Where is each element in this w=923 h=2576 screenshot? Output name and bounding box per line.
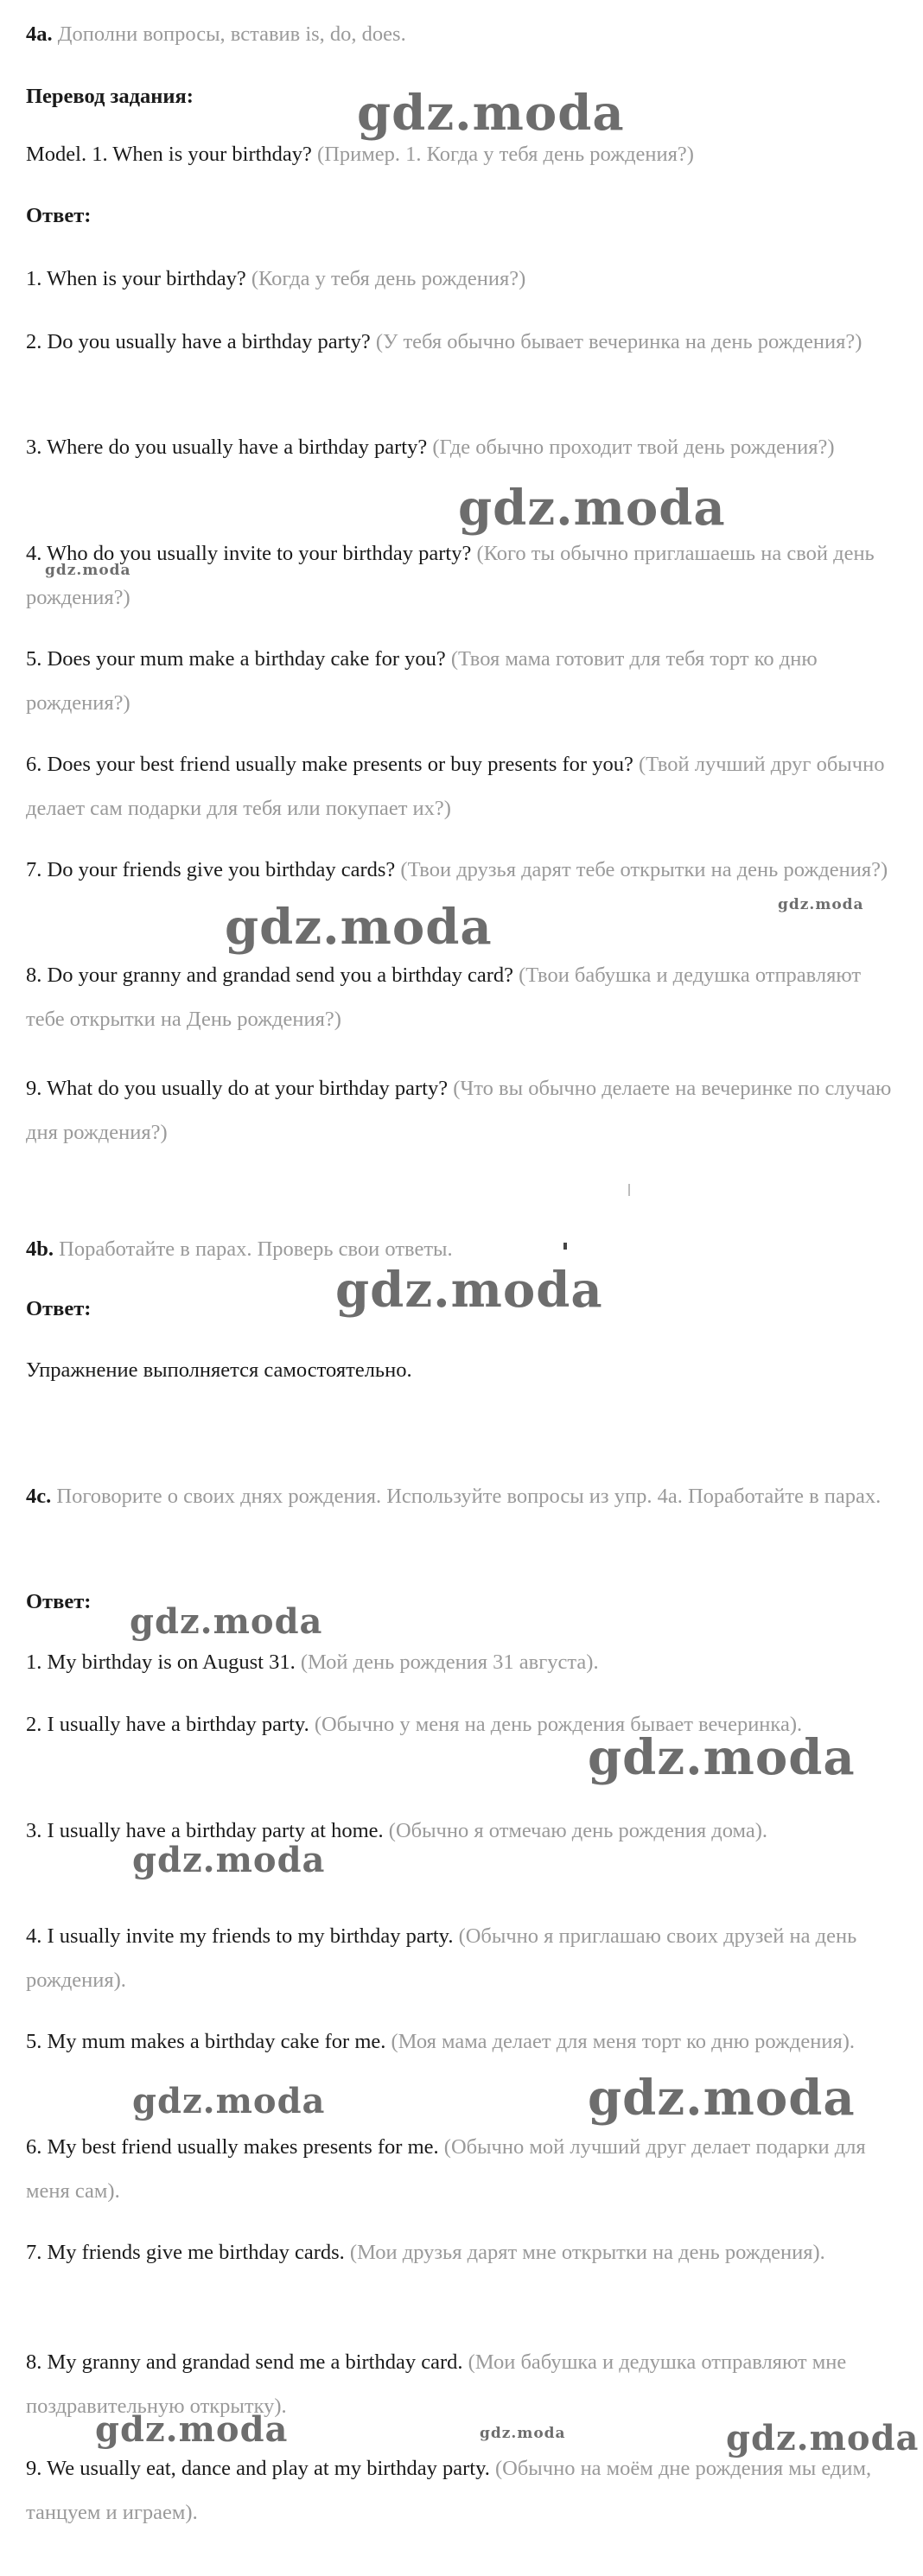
list-item: 2. Do you usually have a birthday party? (У тебя обычно бывает вечеринка на день рождения?) — [26, 330, 863, 353]
list-item: 1. When is your birthday? (Когда у тебя день рождения?) — [26, 267, 526, 290]
task-4a — [26, 12, 899, 56]
watermark: gdz.moda — [588, 1729, 856, 1786]
watermark: gdz.moda — [45, 562, 131, 579]
list-item: 4. I usually invite my friends to my birthday party. (Обычно я приглашаю своих друзей на день рождения). — [26, 1924, 857, 1992]
list-item: 9. We usually eat, dance and play at my birthday party. (Обычно на моём дне рождения мы едим, танцуем и играем). — [26, 2457, 872, 2524]
watermark: gdz.moda — [458, 480, 726, 537]
list-item: 7. My friends give me birthday cards. (Мои друзья дарят мне открытки на день рождения). — [26, 2241, 825, 2264]
watermark: gdz.moda — [130, 1601, 323, 1642]
task-4c — [26, 1474, 899, 1518]
task-text: Поговорите о своих днях рождения. Используйте вопросы из упр. 4а. Поработайте в парах. — [56, 1485, 882, 1508]
list-item: 3. I usually have a birthday party at home. (Обычно я отмечаю день рождения дома). — [26, 1819, 768, 1842]
list-item: 4. Who do you usually invite to your birthday party? (Кого ты обычно приглашаешь на свой день рождения?) — [26, 542, 875, 609]
watermark: gdz.moda — [132, 2081, 326, 2121]
list-item: 5. My mum makes a birthday cake for me. (Моя мама делает для меня торт ко дню рождения). — [26, 2030, 856, 2053]
watermark: gdz.moda — [132, 1840, 326, 1880]
watermark: gdz.moda — [357, 85, 625, 142]
model-ru: (Пример. 1. Когда у тебя день рождения?) — [317, 143, 694, 166]
watermark: gdz.moda — [480, 2425, 566, 2442]
scan-speck — [628, 1184, 630, 1196]
list-item: 2. I usually have a birthday party. (Обычно у меня на день рождения бывает вечеринка). — [26, 1713, 803, 1736]
answer-heading-4c: Ответ: — [26, 1590, 92, 1613]
watermark: gdz.moda — [778, 896, 864, 913]
translation-heading: Перевод задания: — [26, 85, 194, 108]
watermark: gdz.moda — [588, 2070, 856, 2127]
task-label: 4b. — [26, 1237, 54, 1261]
answer-heading-4a: Ответ: — [26, 204, 92, 227]
answer-heading-4b: Ответ: — [26, 1297, 92, 1320]
list-item: 7. Do your friends give you birthday cards? (Твои друзья дарят тебе открытки на день рождения?) — [26, 858, 888, 881]
list-item: 9. What do you usually do at your birthday party? (Что вы обычно делаете на вечеринке по случаю дня рождения?) — [26, 1077, 892, 1144]
list-item: 6. Does your best friend usually make presents or buy presents for you? (Твой лучший друг обычно делает сам подарки для тебя или покупает их?) — [26, 753, 885, 820]
list-item: 8. My granny and grandad send me a birthday card. (Мои бабушка и дедушка отправляют мне поздравительную открытку). — [26, 2350, 847, 2418]
list-item: 8. Do your granny and grandad send you a birthday card? (Твои бабушка и дедушка отправляют тебе открытки на День рождения?) — [26, 964, 862, 1031]
answer-text-4b: Упражнение выполняется самостоятельно. — [26, 1358, 412, 1382]
list-item: 1. My birthday is on August 31. (Мой день рождения 31 августа). — [26, 1651, 599, 1674]
watermark: gdz.moda — [726, 2418, 920, 2458]
model-en: Model. 1. When is your birthday? — [26, 143, 312, 166]
list-item: 5. Does your mum make a birthday cake for you? (Твоя мама готовит для тебя торт ко дню рождения?) — [26, 647, 818, 715]
task-text: Поработайте в парах. Проверь свои ответы. — [59, 1237, 453, 1261]
scan-speck — [563, 1243, 567, 1250]
list-item: 6. My best friend usually makes presents for me. (Обычно мой лучший друг делает подарки для меня сам). — [26, 2135, 866, 2203]
watermark: gdz.moda — [335, 1262, 603, 1319]
task-text: Дополни вопросы, вставив is, do, does. — [57, 22, 406, 46]
list-item: 3. Where do you usually have a birthday party? (Где обычно проходит твой день рождения?) — [26, 436, 835, 459]
task-label: 4a. — [26, 22, 53, 46]
watermark: gdz.moda — [95, 2409, 289, 2450]
task-label: 4c. — [26, 1485, 52, 1508]
watermark: gdz.moda — [225, 899, 493, 956]
